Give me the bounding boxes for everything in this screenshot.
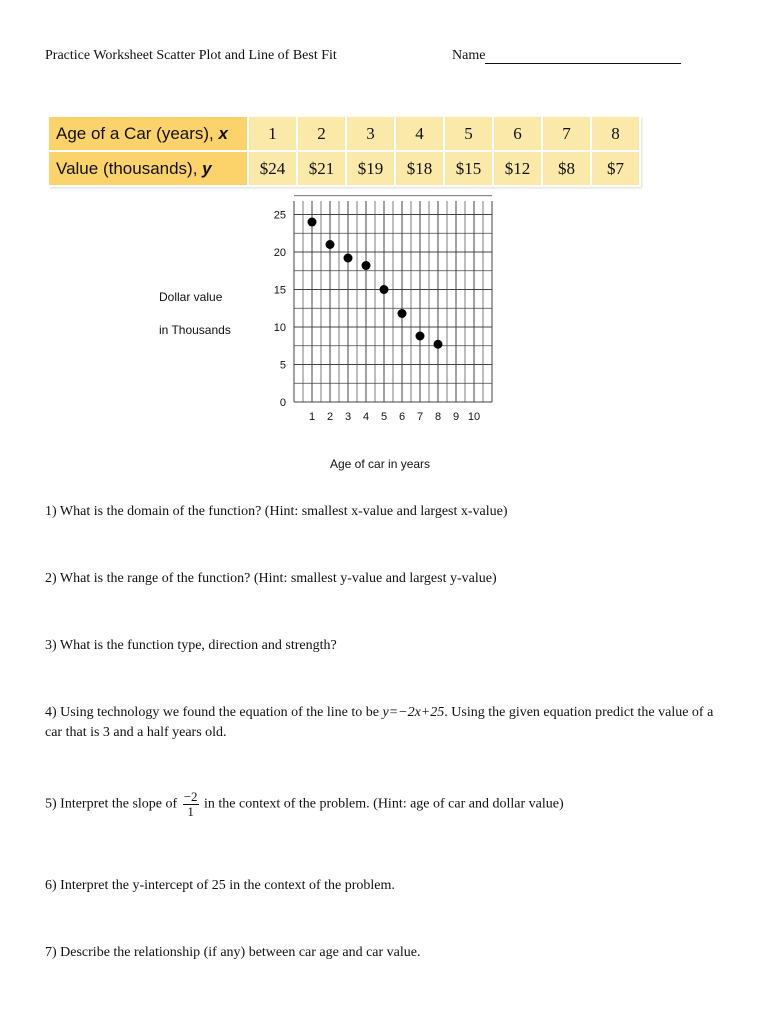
table-cell: 4: [395, 117, 444, 151]
question-7: 7) Describe the relationship (if any) between car age and car value.: [45, 945, 421, 960]
question-1: 1) What is the domain of the function? (Hint: smallest x-value and largest x-value): [45, 504, 508, 519]
table-cell: $24: [248, 151, 297, 186]
x-tick-label: 1: [308, 411, 316, 423]
x-tick-label: 4: [362, 411, 370, 423]
data-point: [380, 285, 389, 294]
scatter-plot: [260, 195, 500, 445]
y-axis-label-line1: Dollar value: [159, 290, 223, 304]
y-axis-label-line2: in Thousands: [159, 323, 231, 337]
table-cell: 1: [248, 117, 297, 151]
x-tick-label: 9: [452, 411, 460, 423]
row-header-value: Value (thousands), y: [49, 151, 248, 186]
table-cell: 8: [591, 117, 640, 151]
name-blank-line: [485, 49, 681, 64]
table-cell: 5: [444, 117, 493, 151]
name-label: Name: [452, 48, 486, 63]
x-tick-label: 8: [434, 411, 442, 423]
table-cell: $15: [444, 151, 493, 186]
y-tick-label: 20: [273, 247, 286, 259]
x-tick-label: 2: [326, 411, 334, 423]
table-cell: 3: [346, 117, 395, 151]
question-2: 2) What is the range of the function? (Hint: smallest y-value and largest y-value): [45, 571, 497, 586]
question-5: 5) Interpret the slope of $\frac{-2}{1}$ in the context of the problem. (Hint: age of car and dollar value): [45, 789, 564, 819]
table-cell: $19: [346, 151, 395, 186]
x-tick-label: 6: [398, 411, 406, 423]
data-point: [398, 309, 407, 318]
table-cell: $18: [395, 151, 444, 186]
table-cell: 2: [297, 117, 346, 151]
row-header-age: Age of a Car (years), x: [49, 117, 248, 151]
table-cell: 6: [493, 117, 542, 151]
y-tick-label: 15: [273, 284, 286, 297]
table-cell: 7: [542, 117, 591, 151]
y-tick-label: 5: [279, 359, 286, 372]
table-cell: $7: [591, 151, 640, 186]
data-point: [416, 332, 425, 341]
x-tick-label: 3: [344, 411, 352, 423]
chart-grid: [294, 196, 492, 402]
table-cell: $8: [542, 151, 591, 186]
table-cell: $12: [493, 151, 542, 186]
x-tick-label: 10: [467, 411, 481, 423]
data-table: [49, 117, 641, 187]
question-3: 3) What is the function type, direction and strength?: [45, 638, 337, 653]
y-tick-label: 25: [273, 209, 286, 222]
x-axis-label: Age of car in years: [330, 457, 431, 471]
data-point: [308, 218, 317, 227]
y-tick-label: 0: [279, 397, 286, 409]
table-row-age: [49, 117, 640, 151]
x-tick-label: 5: [380, 411, 388, 423]
question-6: 6) Interpret the y-intercept of 25 in the context of the problem.: [45, 878, 395, 893]
table-cell: $21: [297, 151, 346, 186]
slope-fraction: $\frac{-2}{1}$: [183, 789, 198, 819]
chart-tick-labels: [274, 210, 480, 424]
table-row-value: [49, 151, 640, 186]
equation: y=−2x+25: [382, 705, 445, 720]
question-4: 4) Using technology we found the equation of the line to be y=−2x+25. Using the given equation predict the value of a car that is 3 and a half years old.: [45, 705, 714, 740]
worksheet-title: Practice Worksheet Scatter Plot and Line of Best Fit: [45, 48, 337, 63]
data-point: [326, 240, 335, 249]
name-field: [452, 48, 681, 64]
x-tick-label: 7: [416, 411, 424, 423]
y-tick-label: 10: [273, 322, 286, 334]
data-point: [362, 261, 371, 270]
data-point: [434, 340, 443, 349]
data-point: [344, 254, 353, 263]
